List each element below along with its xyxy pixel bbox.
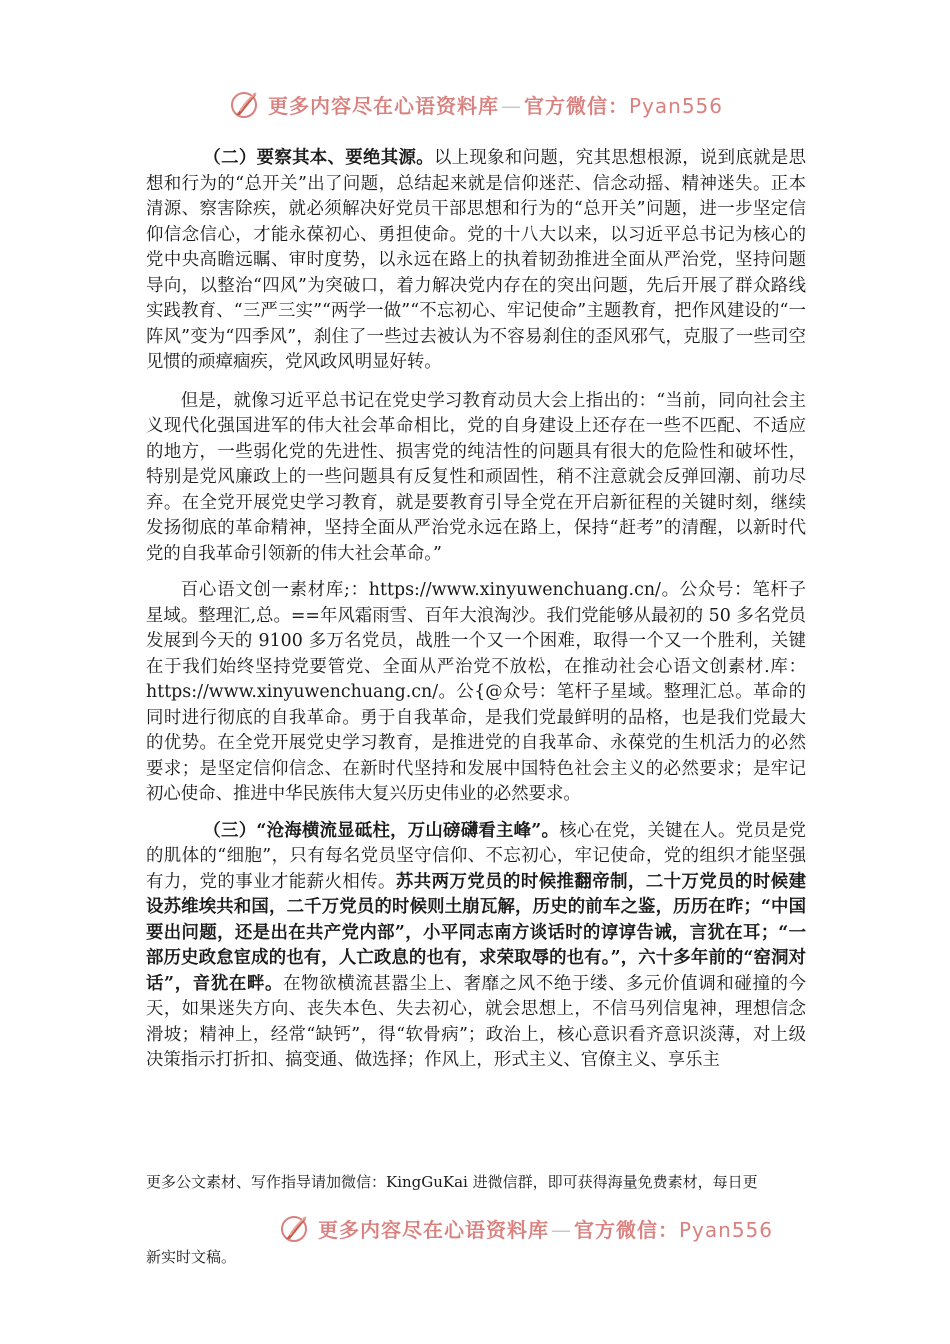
banner-text: 更多内容尽在心语资料库 bbox=[318, 1217, 549, 1242]
footer-note-tail: 新实时文稿。 bbox=[146, 1248, 237, 1266]
footer-note: 更多公文素材、写作指导请加微信：KingGuKai 进微信群，即可获得海量免费素材，每日更 bbox=[146, 1173, 758, 1191]
paragraph-1 bbox=[146, 146, 806, 376]
paragraph-4-intro: 核心在党，关键在人。党员是党的肌体的“细胞”，只有每名党员坚守信仰、不忘初心，牢记使命，党的组织才能坚强有力，党的事业才能薪火相传。 bbox=[146, 820, 806, 892]
paragraph-4-bold-quote: 苏共两万党员的时候推翻帝制，二十万党员的时候建设苏维埃共和国，二千万党员的时候则土崩瓦解，历史的前车之鉴，历历在昨；“中国要出问题，还是出在共产党内部”，小平同志南方谈话时的谆谆告诫，言犹在耳；“一部历史政怠宦成的也有，人亡政息的也有，求荣取辱的也有。”，六十多年前的“窑洞对话”，音犹在畔。 bbox=[146, 871, 806, 994]
banner-separator: — bbox=[501, 93, 522, 118]
banner-text: 更多内容尽在心语资料库 bbox=[268, 93, 499, 118]
paragraph-4-heading: （三）“沧海横流显砥柱，万山磅礴看主峰”。 bbox=[203, 820, 560, 841]
banner-suffix: 官方微信： bbox=[524, 93, 629, 118]
article-body bbox=[146, 146, 806, 1085]
paragraph-1-heading: （二）要察其本、要绝其源。 bbox=[203, 148, 434, 168]
quill-logo-icon bbox=[228, 87, 262, 121]
banner-suffix: 官方微信： bbox=[574, 1217, 679, 1242]
banner-title bbox=[268, 90, 723, 119]
banner-separator: — bbox=[551, 1217, 572, 1242]
paragraph-4-tail: 在物欲横流甚嚣尘上、奢靡之风不绝于缕、多元价值调和碰撞的今天，如果迷失方向、丧失本色、失去初心，就会思想上，不信马列信鬼神，理想信念滑坡；精神上，经常“缺钙”，得“软骨病”；政治上，核心意识看齐意识淡薄，对上级决策指示打折扣、搞变通、做选择；作风上，形式主义、官僚主义、享乐主 bbox=[146, 973, 806, 1070]
quill-logo-icon bbox=[278, 1211, 312, 1245]
header-banner bbox=[228, 84, 723, 124]
paragraph-1-body: 以上现象和问题，究其思想根源，说到底就是思想和行为的“总开关”出了问题，总结起来就是信仰迷茫、信念动摇、精神迷失。正本清源、察害除疾，就必须解决好党员干部思想和行为的“总开关”问题，进一步坚定信仰信念信心，才能永葆初心、勇担使命。党的十八大以来，以习近平总书记为核心的党中央高瞻远瞩、审时度势，以永远在路上的执着韧劲推进全面从严治党，坚持问题导向，以整治“四风”为突破口，着力解决党内存在的突出问题，先后开展了群众路线实践教育、“三严三实”“两学一做”“不忘初心、牢记使命”主题教育，把作风建设的“一阵风”变为“四季风”，刹住了一些过去被认为不容易刹住的歪风邪气，克服了一些司空见惯的顽瘴痼疾，党风政风明显好转。 bbox=[146, 148, 806, 372]
paragraph-4 bbox=[146, 819, 806, 1074]
paragraph-3: 百心语文创一素材库;：https://www.xinyuwenchuang.cn/。公众号：笔杆子星域。整理汇,总。==年风霜雨雪、百年大浪淘沙。我们党能够从最初的 50 多名党员发展到今天的 9100 多万名党员，战胜一个又一个困难，取得一个又一个胜利，关键在于我们始终坚持党要管党、全面从严治党不放松，在推动社会心语文创素材.库：https://www.xinyuwenchuang.cn/。公{@众号：笔杆子星域。整理汇总。革命的同时进行彻底的自我革命。勇于自我革命，是我们党最鲜明的品格，也是我们党最大的优势。在全党开展党史学习教育，是推进党的自我革命、永葆党的生机活力的必然要求；是坚定信仰信念、在新时代坚持和发展中国特色社会主义的必然要求；是牢记初心使命、推进中华民族伟大复兴历史伟业的必然要求。 bbox=[146, 580, 806, 804]
paragraph-2: 但是，就像习近平总书记在党史学习教育动员大会上指出的：“当前，同向社会主义现代化强国进军的伟大社会革命相比，党的自身建设上还存在一些不匹配、不适应的地方，一些弱化党的先进性、损害党的纯洁性的问题具有很大的危险性和破坏性，特别是党风廉政上的一些问题具有反复性和顽固性，稍不注意就会反弹回潮、前功尽弃。在全党开展党史学习教育，就是要教育引导全党在开启新征程的关键时刻，继续发扬彻底的革命精神，坚持全面从严治党永远在路上，保持“赶考”的清醒，以新时代党的自我革命引领新的伟大社会革命。” bbox=[146, 390, 806, 564]
footer-banner bbox=[278, 1208, 773, 1248]
banner-wechat-id: Pyan556 bbox=[679, 1217, 774, 1242]
banner-title bbox=[318, 1214, 773, 1243]
banner-wechat-id: Pyan556 bbox=[629, 93, 724, 118]
